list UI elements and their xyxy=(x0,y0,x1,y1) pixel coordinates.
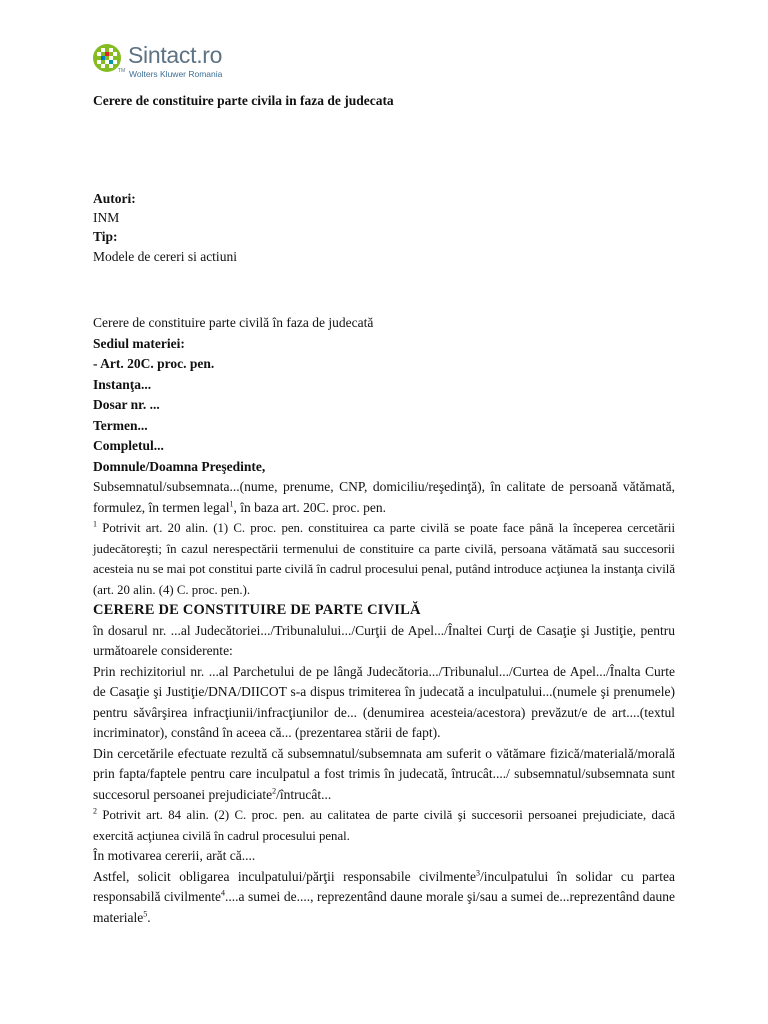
footnote-ref-1[interactable]: 1 xyxy=(229,499,234,508)
footnote-2: $^2$ Potrivit art. 84 alin. (2) C. proc. pen. au calitatea de parte civilă şi succesorii persoanei prejudiciate, dacă exercită acţiunea civilă în cadrul procesului penal. xyxy=(93,806,675,843)
paragraph-intro: Subsemnatul/subsemnata...(nume, prenume, CNP, domiciliu/reşedinţă), în calitate de persoană vătămată, formulez, în termen legal$^1$, în baza art. 20C. proc. pen. xyxy=(93,479,675,515)
instanta-field: Instanţa... xyxy=(93,376,152,392)
document-title: Cerere de constituire parte civila in faza de judecata xyxy=(93,93,394,108)
footnote-ref-3[interactable]: 3 xyxy=(476,868,481,877)
footnote-ref-5[interactable]: 5 xyxy=(143,909,148,918)
type-value: Modele de cereri si actiuni xyxy=(93,248,237,264)
termen-field: Termen... xyxy=(93,417,148,433)
paragraph-motivare: În motivarea cererii, arăt că.... xyxy=(93,848,256,863)
footnote-ref-4[interactable]: 4 xyxy=(221,888,226,898)
logo-trademark: TM xyxy=(118,68,126,74)
completul-field: Completul... xyxy=(93,438,164,453)
document-meta xyxy=(93,189,675,266)
logo-brand: Sintact.ro xyxy=(128,42,223,68)
section-heading: CERERE DE CONSTITUIRE DE PARTE CIVILĂ xyxy=(93,602,421,618)
article-reference: - Art. 20C. proc. pen. xyxy=(93,356,215,371)
paragraph-dosar: în dosarul nr. ...al Judecătoriei.../Tribunalului.../Curţii de Apel.../Înaltei Curţi de Casaţie şi Justiţie, pentru următoarele considerente: xyxy=(93,622,675,658)
body-heading: Cerere de constituire parte civilă în faza de judecată xyxy=(93,315,374,330)
authors-value: INM xyxy=(93,210,120,226)
footnote-1: $^1$ Potrivit art. 20 alin. (1) C. proc. pen. constituirea ca parte civilă se poate face până la începerea cercetării judecătoreşti; în cazul nerespectării termenului de constituire ca parte civilă, persoana vătămată sau succesorii acesteia nu se mai pot constitui parte civilă în cadrul procesului penal, putând introduce acţiunea la instanţa civilă (art. 20 alin. (4) C. proc. pen.). xyxy=(93,519,675,597)
sintact-logo xyxy=(92,43,232,81)
authors-label: Autori: xyxy=(93,191,136,206)
footnote-ref-2[interactable]: 2 xyxy=(272,786,277,795)
document-body xyxy=(93,313,675,928)
paragraph-solicitare: Astfel, solicit obligarea inculpatului/părţii responsabile civilmente$^3$/inculpatului în solidar cu partea responsabilă civilmente$^4$....a sumei de...., reprezentând daune morale şi/sau a sumei de...reprezentând daune materiale$^5$. xyxy=(93,868,675,925)
type-label: Tip: xyxy=(93,229,118,245)
dosar-field: Dosar nr. ... xyxy=(93,397,160,412)
paragraph-cercetari: Din cercetările efectuate rezultă că subsemnatul/subsemnata am suferit o vătămare fizică/materială/morală prin fapta/faptele pentru care inculpatul a fost trimis în judecată, întrucât..../ subsemnatul/subsemnata sunt succesorul persoanei prejudiciate$^2$/întrucât... xyxy=(93,745,675,802)
paragraph-rechizitoriu: Prin rechizitoriul nr. ...al Parchetului de pe lângă Judecătoria.../Tribunalul.../Curtea de Apel.../Înalta Curte de Casaţie şi Justiţie/DNA/DIICOT s-a dispus trimiterea în judecată a inculpatului...(numele şi prenumele) pentru săvârşirea infracţiunii/infracţiunilor de... (denumirea acesteia/acestora) prevăzut/e de art....(textul incriminator), constând în aceea că... (prezentarea stării de fapt). xyxy=(93,663,675,740)
salutation: Domnule/Doamna Preşedinte, xyxy=(93,458,266,474)
sediul-label: Sediul materiei: xyxy=(93,335,185,351)
logo-subtitle: Wolters Kluwer Romania xyxy=(129,69,223,79)
